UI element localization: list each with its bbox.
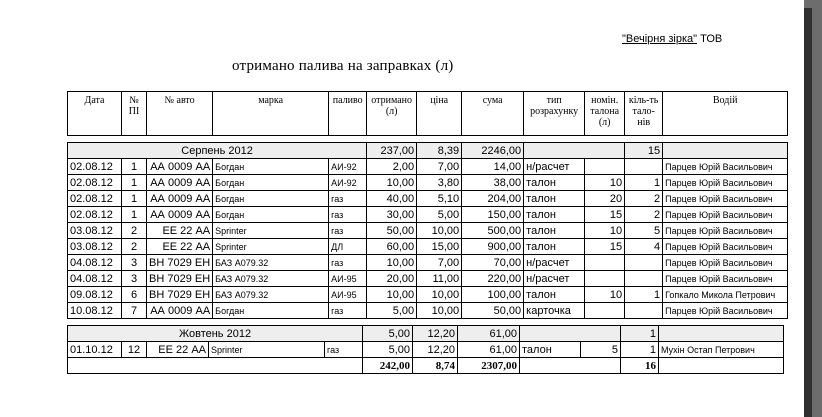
date-cell: 04.08.12 bbox=[68, 255, 122, 271]
driver-cell: Парцев Юрій Васильович bbox=[663, 239, 788, 255]
fuel-table-main bbox=[67, 91, 788, 319]
sum-cell: 14,00 bbox=[462, 159, 524, 175]
fuel-table-october bbox=[67, 325, 784, 374]
brand-cell: БАЗ А079.32 bbox=[213, 287, 329, 303]
pi-cell: 1 bbox=[122, 175, 147, 191]
column-header: Водій bbox=[663, 92, 788, 136]
date-cell: 02.08.12 bbox=[68, 159, 122, 175]
fuel-cell: газ bbox=[325, 342, 363, 358]
table-row bbox=[68, 271, 788, 287]
car-cell: ВН 7029 ЕН bbox=[147, 287, 213, 303]
fuel-cell: АИ-95 bbox=[329, 271, 367, 287]
date-cell: 02.08.12 bbox=[68, 207, 122, 223]
group-liters: 5,00 bbox=[363, 326, 413, 342]
driver-cell: Парцев Юрій Васильович bbox=[663, 159, 788, 175]
price-cell: 10,00 bbox=[417, 303, 462, 319]
sum-cell: 100,00 bbox=[462, 287, 524, 303]
nominal-cell bbox=[585, 271, 625, 287]
coupon-count-cell bbox=[625, 303, 663, 319]
brand-cell: Sprinter bbox=[213, 239, 329, 255]
table-row bbox=[68, 223, 788, 239]
group-liters: 237,00 bbox=[367, 143, 417, 159]
driver-cell: Парцев Юрій Васильович bbox=[663, 255, 788, 271]
company-name bbox=[622, 33, 722, 45]
payment-type-cell: карточка bbox=[524, 303, 585, 319]
price-cell: 7,00 bbox=[417, 255, 462, 271]
driver-cell: Парцев Юрій Васильович bbox=[663, 223, 788, 239]
car-cell: ЕЕ 22 АА bbox=[147, 223, 213, 239]
totals-empty bbox=[68, 358, 363, 374]
group-label: Жовтень 2012 bbox=[68, 326, 363, 342]
column-header: номін. талона (л) bbox=[585, 92, 625, 136]
date-cell: 03.08.12 bbox=[68, 239, 122, 255]
fuel-cell: газ bbox=[329, 255, 367, 271]
fuel-cell: газ bbox=[329, 191, 367, 207]
table-row bbox=[68, 303, 788, 319]
car-cell: АА 0009 АА bbox=[147, 191, 213, 207]
sum-cell: 220,00 bbox=[462, 271, 524, 287]
group-count: 1 bbox=[621, 326, 659, 342]
brand-cell: Богдан bbox=[213, 303, 329, 319]
table-row bbox=[68, 207, 788, 223]
price-cell: 15,00 bbox=[417, 239, 462, 255]
payment-type-cell: н/расчет bbox=[524, 159, 585, 175]
liters-cell: 40,00 bbox=[367, 191, 417, 207]
driver-cell: Парцев Юрій Васильович bbox=[663, 303, 788, 319]
sum-cell: 38,00 bbox=[462, 175, 524, 191]
column-header: отримано (л) bbox=[367, 92, 417, 136]
liters-cell: 50,00 bbox=[367, 223, 417, 239]
price-cell: 7,00 bbox=[417, 159, 462, 175]
coupon-count-cell bbox=[625, 159, 663, 175]
total-sum: 2307,00 bbox=[458, 358, 520, 374]
car-cell: АА 0009 АА bbox=[147, 207, 213, 223]
group-empty bbox=[520, 326, 621, 342]
spacer-row bbox=[68, 136, 788, 143]
sum-cell: 70,00 bbox=[462, 255, 524, 271]
pi-cell: 12 bbox=[122, 342, 147, 358]
group-sum: 2246,00 bbox=[462, 143, 524, 159]
nominal-cell: 15 bbox=[585, 207, 625, 223]
liters-cell: 2,00 bbox=[367, 159, 417, 175]
group-label: Серпень 2012 bbox=[68, 143, 367, 159]
brand-cell: БАЗ А079.32 bbox=[213, 255, 329, 271]
payment-type-cell: талон bbox=[524, 239, 585, 255]
group-empty bbox=[659, 326, 784, 342]
pi-cell: 2 bbox=[122, 239, 147, 255]
group-sum: 61,00 bbox=[458, 326, 520, 342]
table-row bbox=[68, 175, 788, 191]
date-cell: 10.08.12 bbox=[68, 303, 122, 319]
price-cell: 5,00 bbox=[417, 207, 462, 223]
company-suffix: ТОВ bbox=[697, 33, 723, 45]
totals-empty bbox=[520, 358, 621, 374]
nominal-cell: 5 bbox=[581, 342, 621, 358]
car-cell: ЕЕ 22 АА bbox=[147, 239, 213, 255]
pi-cell: 6 bbox=[122, 287, 147, 303]
total-count: 16 bbox=[621, 358, 659, 374]
pi-cell: 3 bbox=[122, 271, 147, 287]
price-cell: 10,00 bbox=[417, 287, 462, 303]
date-cell: 01.10.12 bbox=[68, 342, 122, 358]
sum-cell: 204,00 bbox=[462, 191, 524, 207]
nominal-cell bbox=[585, 255, 625, 271]
price-cell: 3,80 bbox=[417, 175, 462, 191]
group-header-row bbox=[68, 326, 784, 342]
pi-cell: 1 bbox=[122, 159, 147, 175]
fuel-cell: газ bbox=[329, 223, 367, 239]
pi-cell: 1 bbox=[122, 207, 147, 223]
price-cell: 12,20 bbox=[413, 342, 458, 358]
price-cell: 5,10 bbox=[417, 191, 462, 207]
date-cell: 02.08.12 bbox=[68, 175, 122, 191]
brand-cell: Богдан bbox=[213, 175, 329, 191]
payment-type-cell: талон bbox=[524, 207, 585, 223]
driver-cell: Парцев Юрій Васильович bbox=[663, 191, 788, 207]
liters-cell: 10,00 bbox=[367, 287, 417, 303]
car-cell: ЕЕ 22 АА bbox=[147, 342, 209, 358]
coupon-count-cell: 5 bbox=[625, 223, 663, 239]
payment-type-cell: талон bbox=[520, 342, 581, 358]
column-header: сума bbox=[462, 92, 524, 136]
fuel-cell: АИ-92 bbox=[329, 159, 367, 175]
column-header: кіль-ть тало-нів bbox=[625, 92, 663, 136]
sum-cell: 900,00 bbox=[462, 239, 524, 255]
liters-cell: 10,00 bbox=[367, 255, 417, 271]
liters-cell: 10,00 bbox=[367, 175, 417, 191]
brand-cell: БАЗ А079.32 bbox=[213, 271, 329, 287]
driver-cell: Парцев Юрій Васильович bbox=[663, 271, 788, 287]
brand-cell: Богдан bbox=[213, 207, 329, 223]
header-row bbox=[68, 92, 788, 136]
page-shadow bbox=[804, 8, 812, 417]
table-row bbox=[68, 159, 788, 175]
sum-cell: 50,00 bbox=[462, 303, 524, 319]
nominal-cell bbox=[585, 303, 625, 319]
nominal-cell: 15 bbox=[585, 239, 625, 255]
nominal-cell: 10 bbox=[585, 287, 625, 303]
column-header: марка bbox=[213, 92, 329, 136]
column-header: Дата bbox=[68, 92, 122, 136]
payment-type-cell: н/расчет bbox=[524, 271, 585, 287]
fuel-cell: АИ-95 bbox=[329, 287, 367, 303]
group-empty bbox=[524, 143, 625, 159]
car-cell: ВН 7029 ЕН bbox=[147, 255, 213, 271]
column-header: тип розрахунку bbox=[524, 92, 585, 136]
pi-cell: 1 bbox=[122, 191, 147, 207]
nominal-cell: 10 bbox=[585, 175, 625, 191]
pi-cell: 2 bbox=[122, 223, 147, 239]
column-header: паливо bbox=[329, 92, 367, 136]
liters-cell: 30,00 bbox=[367, 207, 417, 223]
coupon-count-cell bbox=[625, 255, 663, 271]
table-row bbox=[68, 239, 788, 255]
coupon-count-cell: 4 bbox=[625, 239, 663, 255]
coupon-count-cell bbox=[625, 271, 663, 287]
fuel-cell: АИ-92 bbox=[329, 175, 367, 191]
payment-type-cell: н/расчет bbox=[524, 255, 585, 271]
brand-cell: Богдан bbox=[213, 191, 329, 207]
fuel-cell: газ bbox=[329, 303, 367, 319]
payment-type-cell: талон bbox=[524, 191, 585, 207]
driver-cell: Парцев Юрій Васильович bbox=[663, 207, 788, 223]
date-cell: 03.08.12 bbox=[68, 223, 122, 239]
pi-cell: 3 bbox=[122, 255, 147, 271]
group-count: 15 bbox=[625, 143, 663, 159]
column-header: ціна bbox=[417, 92, 462, 136]
nominal-cell: 20 bbox=[585, 191, 625, 207]
payment-type-cell: талон bbox=[524, 175, 585, 191]
group-empty bbox=[663, 143, 788, 159]
coupon-count-cell: 1 bbox=[625, 287, 663, 303]
liters-cell: 5,00 bbox=[363, 342, 413, 358]
group-header-row bbox=[68, 143, 788, 159]
nominal-cell bbox=[585, 159, 625, 175]
sum-cell: 150,00 bbox=[462, 207, 524, 223]
table-row bbox=[68, 342, 784, 358]
report-title: отримано палива на заправках (л) bbox=[232, 58, 454, 74]
driver-cell: Гопкало Микола Петрович bbox=[663, 287, 788, 303]
driver-cell: Парцев Юрій Васильович bbox=[663, 175, 788, 191]
coupon-count-cell: 1 bbox=[625, 175, 663, 191]
car-cell: АА 0009 АА bbox=[147, 159, 213, 175]
coupon-count-cell: 2 bbox=[625, 191, 663, 207]
pi-cell: 7 bbox=[122, 303, 147, 319]
company-link[interactable]: "Вечірня зірка" bbox=[622, 33, 698, 45]
group-price: 12,20 bbox=[413, 326, 458, 342]
brand-cell: Sprinter bbox=[213, 223, 329, 239]
table-row bbox=[68, 191, 788, 207]
date-cell: 09.08.12 bbox=[68, 287, 122, 303]
sum-cell: 61,00 bbox=[458, 342, 520, 358]
liters-cell: 60,00 bbox=[367, 239, 417, 255]
brand-cell: Sprinter bbox=[209, 342, 325, 358]
payment-type-cell: талон bbox=[524, 223, 585, 239]
liters-cell: 20,00 bbox=[367, 271, 417, 287]
fuel-cell: ДЛ bbox=[329, 239, 367, 255]
car-cell: ВН 7029 ЕН bbox=[147, 271, 213, 287]
nominal-cell: 10 bbox=[585, 223, 625, 239]
total-liters: 242,00 bbox=[363, 358, 413, 374]
sum-cell: 500,00 bbox=[462, 223, 524, 239]
car-cell: АА 0009 АА bbox=[147, 303, 213, 319]
car-cell: АА 0009 АА bbox=[147, 175, 213, 191]
spacer-cell bbox=[68, 136, 788, 143]
payment-type-cell: талон bbox=[524, 287, 585, 303]
table-row bbox=[68, 255, 788, 271]
totals-row bbox=[68, 358, 784, 374]
column-header: № авто bbox=[147, 92, 213, 136]
price-cell: 10,00 bbox=[417, 223, 462, 239]
coupon-count-cell: 1 bbox=[621, 342, 659, 358]
group-price: 8,39 bbox=[417, 143, 462, 159]
column-header: № ПІ bbox=[122, 92, 147, 136]
date-cell: 02.08.12 bbox=[68, 191, 122, 207]
fuel-cell: газ bbox=[329, 207, 367, 223]
table-row bbox=[68, 287, 788, 303]
totals-empty bbox=[659, 358, 784, 374]
liters-cell: 5,00 bbox=[367, 303, 417, 319]
coupon-count-cell: 2 bbox=[625, 207, 663, 223]
total-price: 8,74 bbox=[413, 358, 458, 374]
price-cell: 11,00 bbox=[417, 271, 462, 287]
brand-cell: Богдан bbox=[213, 159, 329, 175]
date-cell: 04.08.12 bbox=[68, 271, 122, 287]
driver-cell: Мухін Остап Петрович bbox=[659, 342, 784, 358]
